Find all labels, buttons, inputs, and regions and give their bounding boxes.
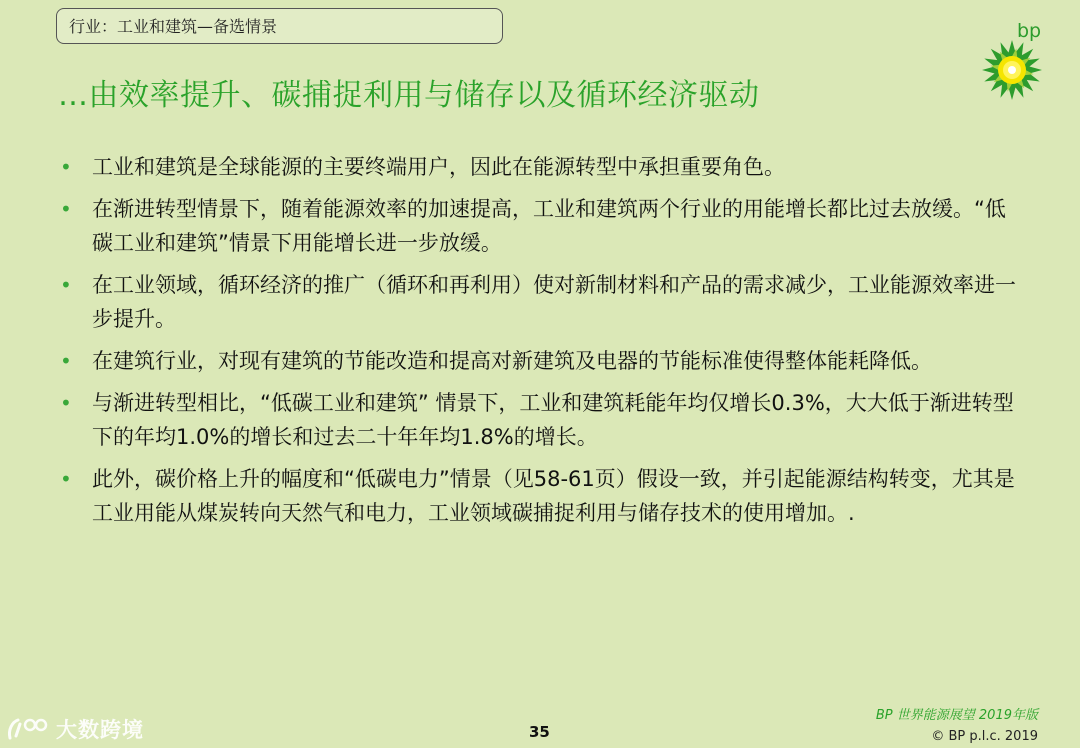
bullet-icon: •: [60, 349, 72, 373]
bullet-item: [60, 462, 1020, 530]
bp-helios-logo-icon: [980, 18, 1044, 102]
bullet-icon: •: [60, 197, 72, 221]
bullet-item: [60, 386, 1020, 454]
publication-name: BP 世界能源展望 2019年版: [875, 708, 1038, 723]
bullet-icon: •: [60, 391, 72, 415]
bullet-text: 在建筑行业，对现有建筑的节能改造和提高对新建筑及电器的节能标准使得整体能耗降低。: [92, 349, 932, 373]
bullet-item: [60, 344, 1020, 378]
slide-title: …由效率提升、碳捕捉利用与储存以及循环经济驱动: [58, 78, 760, 113]
bullet-text: 工业和建筑是全球能源的主要终端用户，因此在能源转型中承担重要角色。: [92, 155, 785, 179]
bp-logo-text: bp: [1017, 20, 1042, 42]
watermark-text: 大数跨境: [56, 718, 144, 742]
bullet-icon: •: [60, 273, 72, 297]
bullet-icon: •: [60, 467, 72, 491]
bullet-text: 在工业领域，循环经济的推广（循环和再利用）使对新制材料和产品的需求减少，工业能源效率进一步提升。: [92, 273, 1016, 331]
bullet-item: [60, 150, 1020, 184]
bullet-text: 在渐进转型情景下，随着能源效率的加速提高，工业和建筑两个行业的用能增长都比过去放缓。“低碳工业和建筑”情景下用能增长进一步放缓。: [92, 197, 1006, 255]
page-number: 35: [529, 723, 550, 741]
bullet-item: [60, 192, 1020, 260]
footer-publication-info: [876, 704, 1038, 744]
bullet-text: 与渐进转型相比，“低碳工业和建筑” 情景下，工业和建筑耗能年均仅增长0.3%，大大低于渐进转型下的年均1.0%的增长和过去二十年年均1.8%的增长。: [92, 391, 1014, 449]
bullet-text: 此外，碳价格上升的幅度和“低碳电力”情景（见58-61页）假设一致，并引起能源结构转变，尤其是工业用能从煤炭转向天然气和电力，工业领域碳捕捉利用与储存技术的使用增加。.: [92, 467, 1015, 525]
bullet-list: [60, 150, 1020, 538]
watermark: [6, 712, 144, 746]
bullet-icon: •: [60, 155, 72, 179]
watermark-logo-icon: [6, 716, 50, 742]
section-tag: 行业：工业和建筑—备选情景: [56, 8, 503, 44]
bullet-item: [60, 268, 1020, 336]
copyright: © BP p.l.c. 2019: [931, 729, 1038, 744]
